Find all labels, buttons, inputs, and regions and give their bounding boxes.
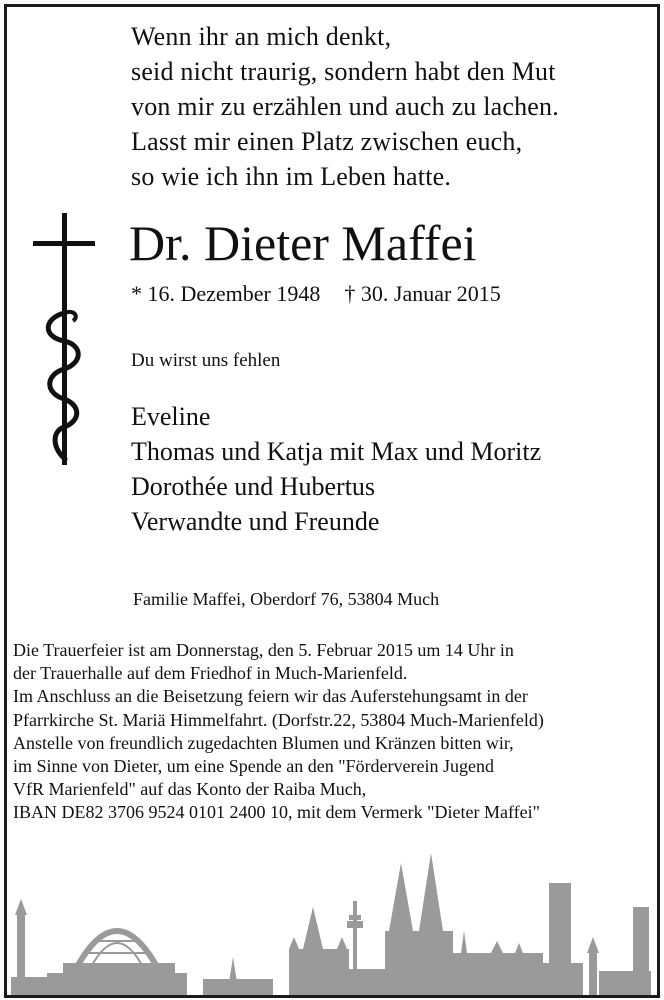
mourner: Verwandte und Freunde [131, 507, 380, 536]
birth-date: * 16. Dezember 1948 [131, 281, 321, 306]
poem-line: von mir zu erzählen und auch zu lachen. [131, 92, 559, 121]
life-dates [131, 281, 501, 307]
mourner: Eveline [131, 402, 211, 431]
mourner: Thomas und Katja mit Max und Moritz [131, 437, 542, 466]
cologne-skyline-icon [7, 845, 657, 995]
death-date: † 30. Januar 2015 [344, 281, 501, 306]
mourners-list [131, 399, 541, 539]
notice-line: im Sinne von Dieter, um eine Spende an den "Förderverein Jugend [13, 756, 495, 777]
poem-line: seid nicht traurig, sondern habt den Mut [131, 57, 556, 86]
poem [131, 19, 559, 194]
notice-line: IBAN DE82 3706 9524 0101 2400 10, mit dem Vermerk "Dieter Maffei" [13, 802, 540, 823]
notice-line: Im Anschluss an die Beisetzung feiern wir das Auferstehungsamt in der [13, 686, 528, 707]
family-address: Familie Maffei, Oberdorf 76, 53804 Much [133, 589, 440, 609]
poem-line: Lasst mir einen Platz zwischen euch, [131, 127, 523, 156]
obituary-frame [4, 4, 660, 998]
cross-with-serpent-icon [31, 213, 97, 475]
deceased-name: Dr. Dieter Maffei [129, 215, 477, 271]
notice-line: Die Trauerfeier ist am Donnerstag, den 5. Februar 2015 um 14 Uhr in [13, 640, 514, 660]
notice-line: Anstelle von freundlich zugedachten Blumen und Kränzen bitten wir, [13, 732, 514, 753]
notice-line: Pfarrkirche St. Mariä Himmelfahrt. (Dorfstr.22, 53804 Much-Marienfeld) [13, 709, 544, 730]
mourner: Dorothée und Hubertus [131, 472, 376, 501]
poem-line: Wenn ihr an mich denkt, [131, 22, 392, 51]
funeral-notice [13, 639, 544, 825]
notice-line: VfR Marienfeld" auf das Konto der Raiba Much, [13, 779, 367, 800]
poem-line: so wie ich ihn im Leben hatte. [131, 162, 452, 191]
notice-line: der Trauerhalle auf dem Friedhof in Much-Marienfeld. [13, 663, 408, 684]
farewell-line: Du wirst uns fehlen [131, 350, 281, 371]
